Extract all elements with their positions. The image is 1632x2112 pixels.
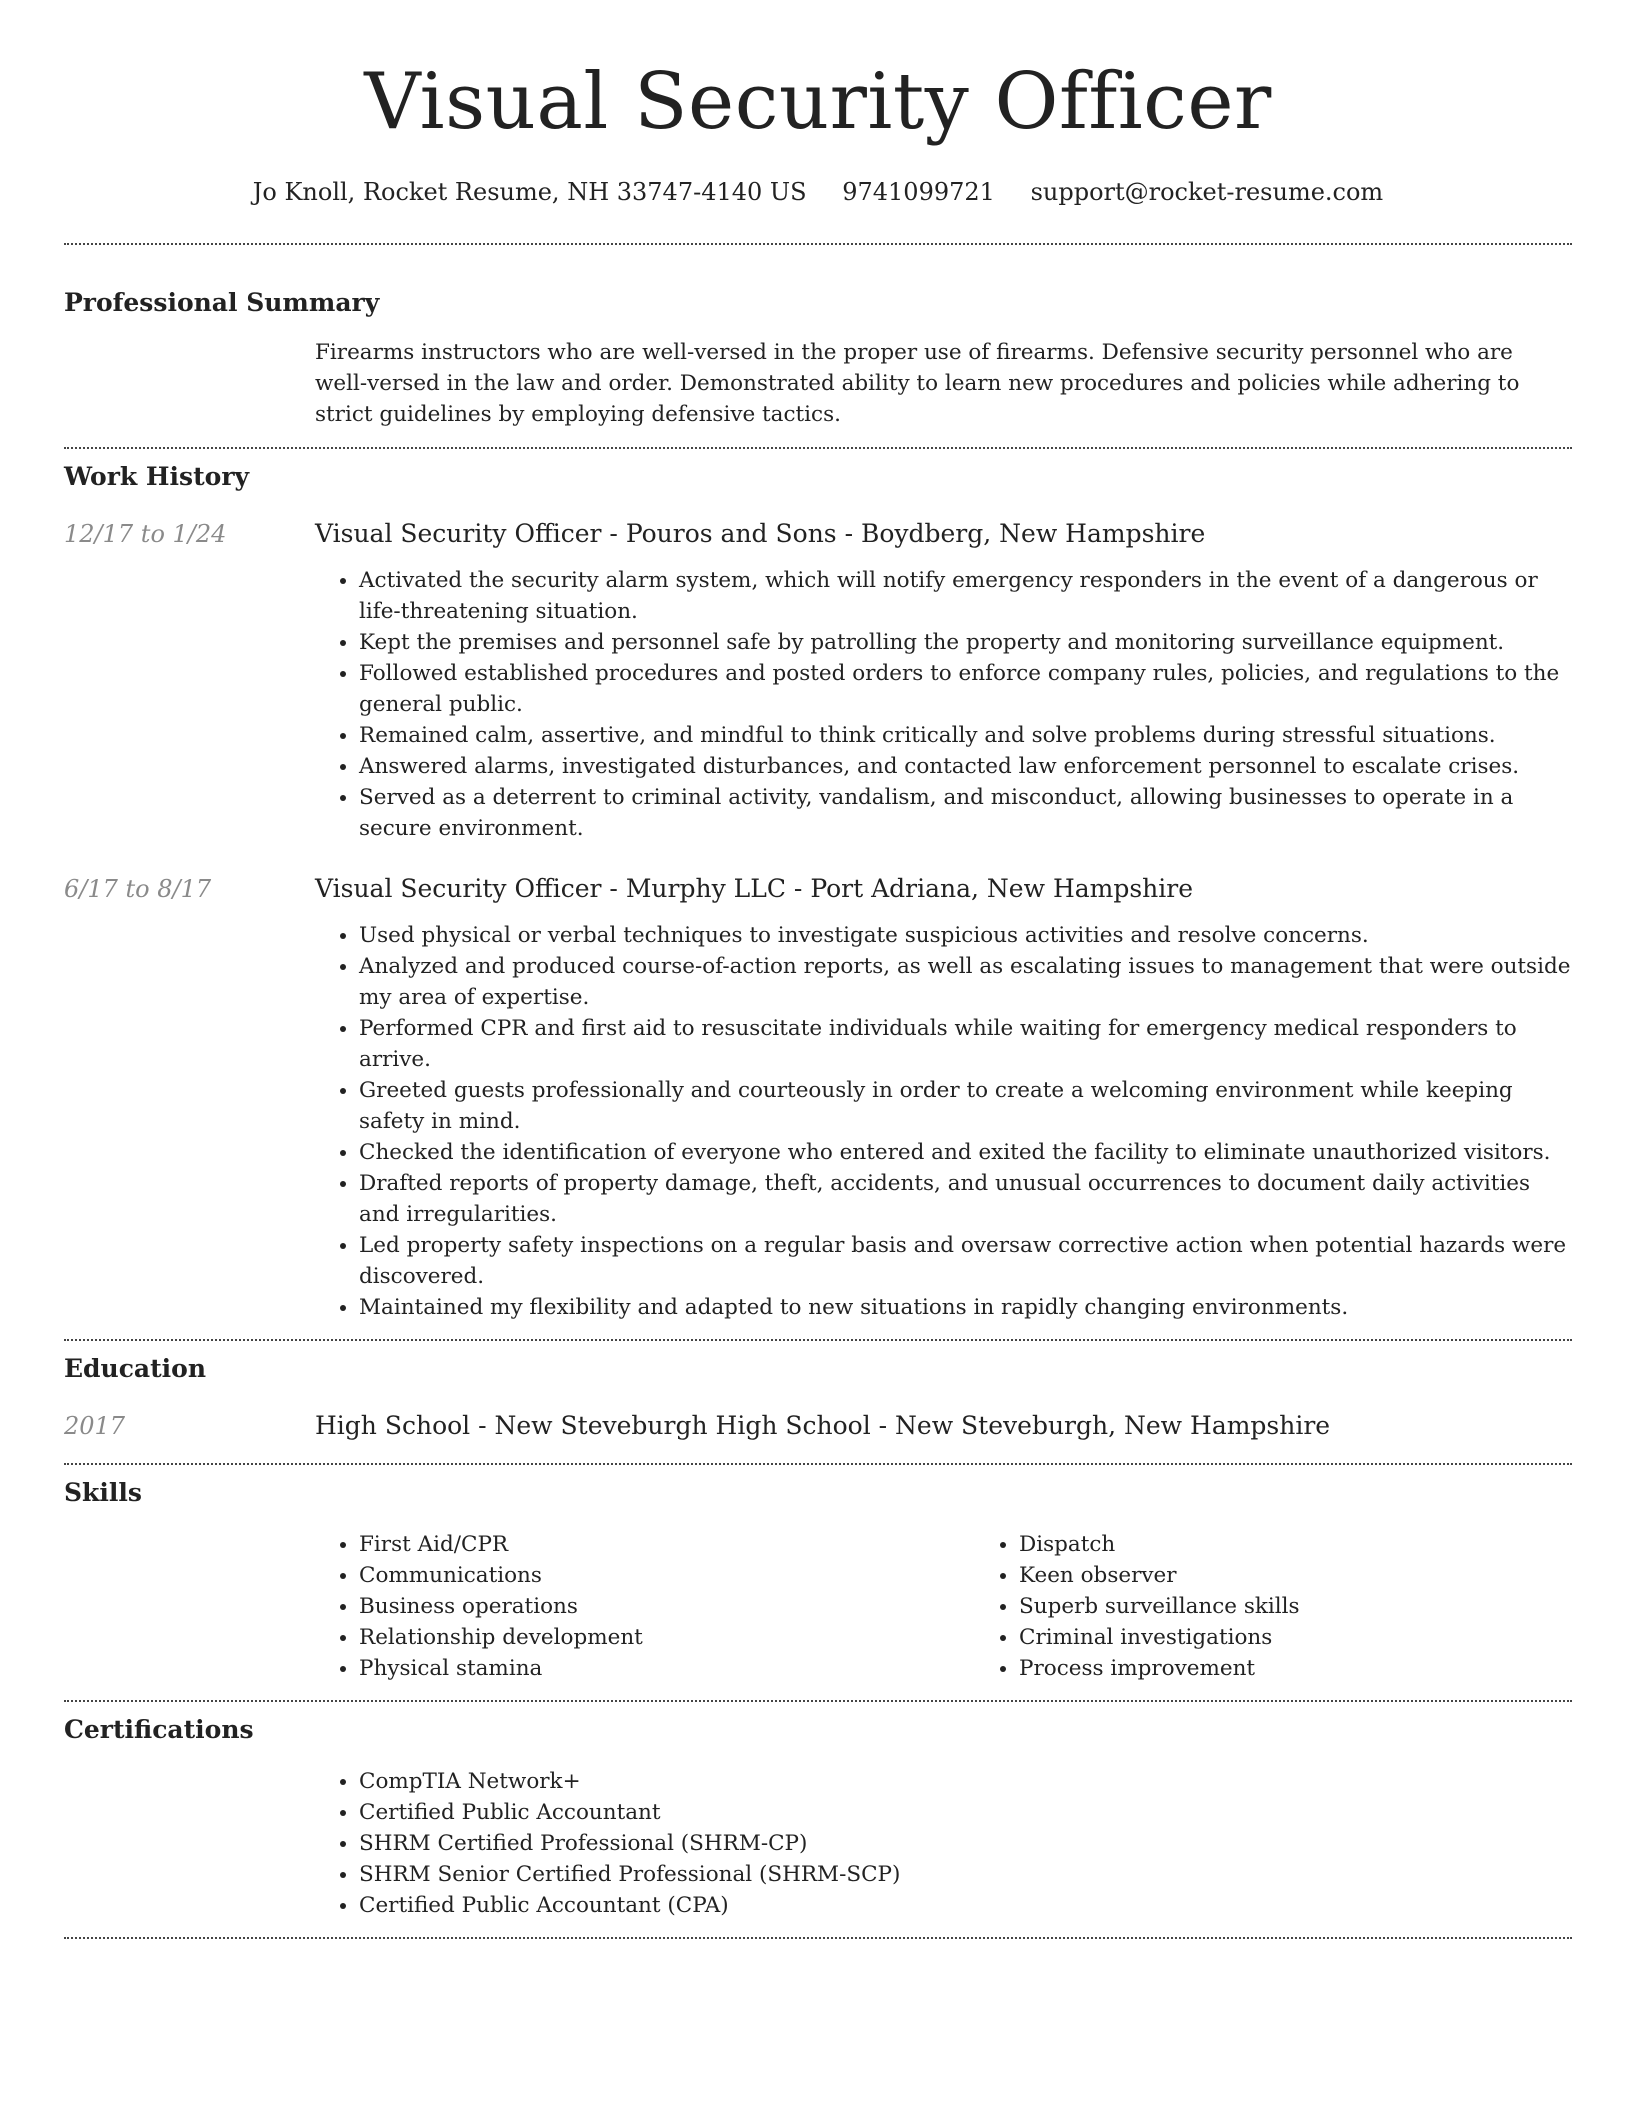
list-item: • SHRM Certified Professional (SHRM-CP) bbox=[359, 1828, 1572, 1859]
job-entry bbox=[64, 872, 1572, 1323]
education-section bbox=[64, 1351, 1572, 1443]
divider bbox=[64, 1700, 1572, 1702]
list-item: • Criminal investigations bbox=[1019, 1622, 1632, 1653]
education-title: High School - New Steveburgh High School - New Steveburgh, New Hampshire bbox=[315, 1411, 1331, 1440]
divider bbox=[64, 243, 1572, 245]
list-item: • Dispatch bbox=[1019, 1529, 1632, 1560]
skills-list-right bbox=[975, 1529, 1632, 1684]
section-heading-certifications: Certifications bbox=[64, 1715, 254, 1744]
list-item: • Remained calm, assertive, and mindful to think critically and solve problems during stressful situations. bbox=[359, 720, 1572, 751]
resume-page bbox=[64, 0, 1572, 1939]
job-entry bbox=[64, 517, 1572, 844]
job-title: Visual Security Officer - Pouros and Sons - Boydberg, New Hampshire bbox=[315, 519, 1206, 548]
list-item: • Keen observer bbox=[1019, 1560, 1632, 1591]
skills-list-left bbox=[315, 1529, 975, 1684]
list-item: • Process improvement bbox=[1019, 1653, 1632, 1684]
list-item: • First Aid/CPR bbox=[359, 1529, 975, 1560]
contact-address: Jo Knoll, Rocket Resume, NH 33747-4140 US bbox=[252, 178, 807, 206]
divider bbox=[64, 1339, 1572, 1341]
contact-phone: 9741099721 bbox=[842, 178, 995, 206]
work-section bbox=[64, 459, 1572, 1323]
list-item: • Relationship development bbox=[359, 1622, 975, 1653]
list-item: • Answered alarms, investigated disturbances, and contacted law enforcement personnel to escalate crises. bbox=[359, 751, 1572, 782]
list-item: • Followed established procedures and posted orders to enforce company rules, policies, and regulations to the general public. bbox=[359, 658, 1572, 720]
job-bullets bbox=[315, 565, 1572, 844]
resume-title: Visual Security Officer bbox=[364, 57, 1272, 147]
job-bullets bbox=[315, 920, 1572, 1323]
list-item: • Used physical or verbal techniques to investigate suspicious activities and resolve concerns. bbox=[359, 920, 1572, 951]
education-entry bbox=[64, 1409, 1572, 1443]
list-item: • Analyzed and produced course-of-action reports, as well as escalating issues to management that were outside my area of expertise. bbox=[359, 951, 1572, 1013]
job-dates: 12/17 to 1/24 bbox=[64, 520, 227, 548]
list-item: • CompTIA Network+ bbox=[359, 1766, 1572, 1797]
list-item: • Certified Public Accountant (CPA) bbox=[359, 1890, 1572, 1921]
certifications-section bbox=[64, 1712, 1572, 1921]
summary-text: Firearms instructors who are well-versed in the proper use of firearms. Defensive security personnel who are well-versed in the law and order. Demonstrated ability to learn new procedures and policies while adhering to strict guidelines by employing defensive tactics. bbox=[315, 340, 1520, 427]
list-item: • Checked the identification of everyone who entered and exited the facility to eliminate unauthorized visitors. bbox=[359, 1137, 1572, 1168]
job-title: Visual Security Officer - Murphy LLC - Port Adriana, New Hampshire bbox=[315, 874, 1194, 903]
list-item: • Activated the security alarm system, which will notify emergency responders in the event of a dangerous or life-threatening situation. bbox=[359, 565, 1572, 627]
certifications-list bbox=[315, 1766, 1572, 1921]
summary-section bbox=[64, 285, 1572, 430]
section-heading-work: Work History bbox=[64, 462, 250, 491]
divider bbox=[64, 447, 1572, 449]
list-item: • Business operations bbox=[359, 1591, 975, 1622]
job-dates: 6/17 to 8/17 bbox=[64, 875, 212, 903]
list-item: • Led property safety inspections on a regular basis and oversaw corrective action when potential hazards were discovered. bbox=[359, 1230, 1572, 1292]
section-heading-skills: Skills bbox=[64, 1478, 142, 1507]
list-item: • Performed CPR and first aid to resuscitate individuals while waiting for emergency medical responders to arrive. bbox=[359, 1013, 1572, 1075]
section-heading-education: Education bbox=[64, 1354, 207, 1383]
list-item: • SHRM Senior Certified Professional (SHRM-SCP) bbox=[359, 1859, 1572, 1890]
list-item: • Drafted reports of property damage, theft, accidents, and unusual occurrences to document daily activities and irregularities. bbox=[359, 1168, 1572, 1230]
list-item: • Certified Public Accountant bbox=[359, 1797, 1572, 1828]
list-item: • Maintained my flexibility and adapted to new situations in rapidly changing environments. bbox=[359, 1292, 1572, 1323]
section-heading-summary: Professional Summary bbox=[64, 288, 380, 317]
contact-line bbox=[64, 176, 1572, 208]
list-item: • Communications bbox=[359, 1560, 975, 1591]
list-item: • Kept the premises and personnel safe by patrolling the property and monitoring surveillance equipment. bbox=[359, 627, 1572, 658]
list-item: • Served as a deterrent to criminal activity, vandalism, and misconduct, allowing businesses to operate in a secure environment. bbox=[359, 782, 1572, 844]
divider bbox=[64, 1463, 1572, 1465]
skills-section bbox=[64, 1475, 1572, 1684]
list-item: • Greeted guests professionally and courteously in order to create a welcoming environment while keeping safety in mind. bbox=[359, 1075, 1572, 1137]
education-year: 2017 bbox=[64, 1412, 126, 1440]
list-item: • Physical stamina bbox=[359, 1653, 975, 1684]
divider bbox=[64, 1937, 1572, 1939]
contact-email: support@rocket-resume.com bbox=[1030, 178, 1384, 206]
list-item: • Superb surveillance skills bbox=[1019, 1591, 1632, 1622]
